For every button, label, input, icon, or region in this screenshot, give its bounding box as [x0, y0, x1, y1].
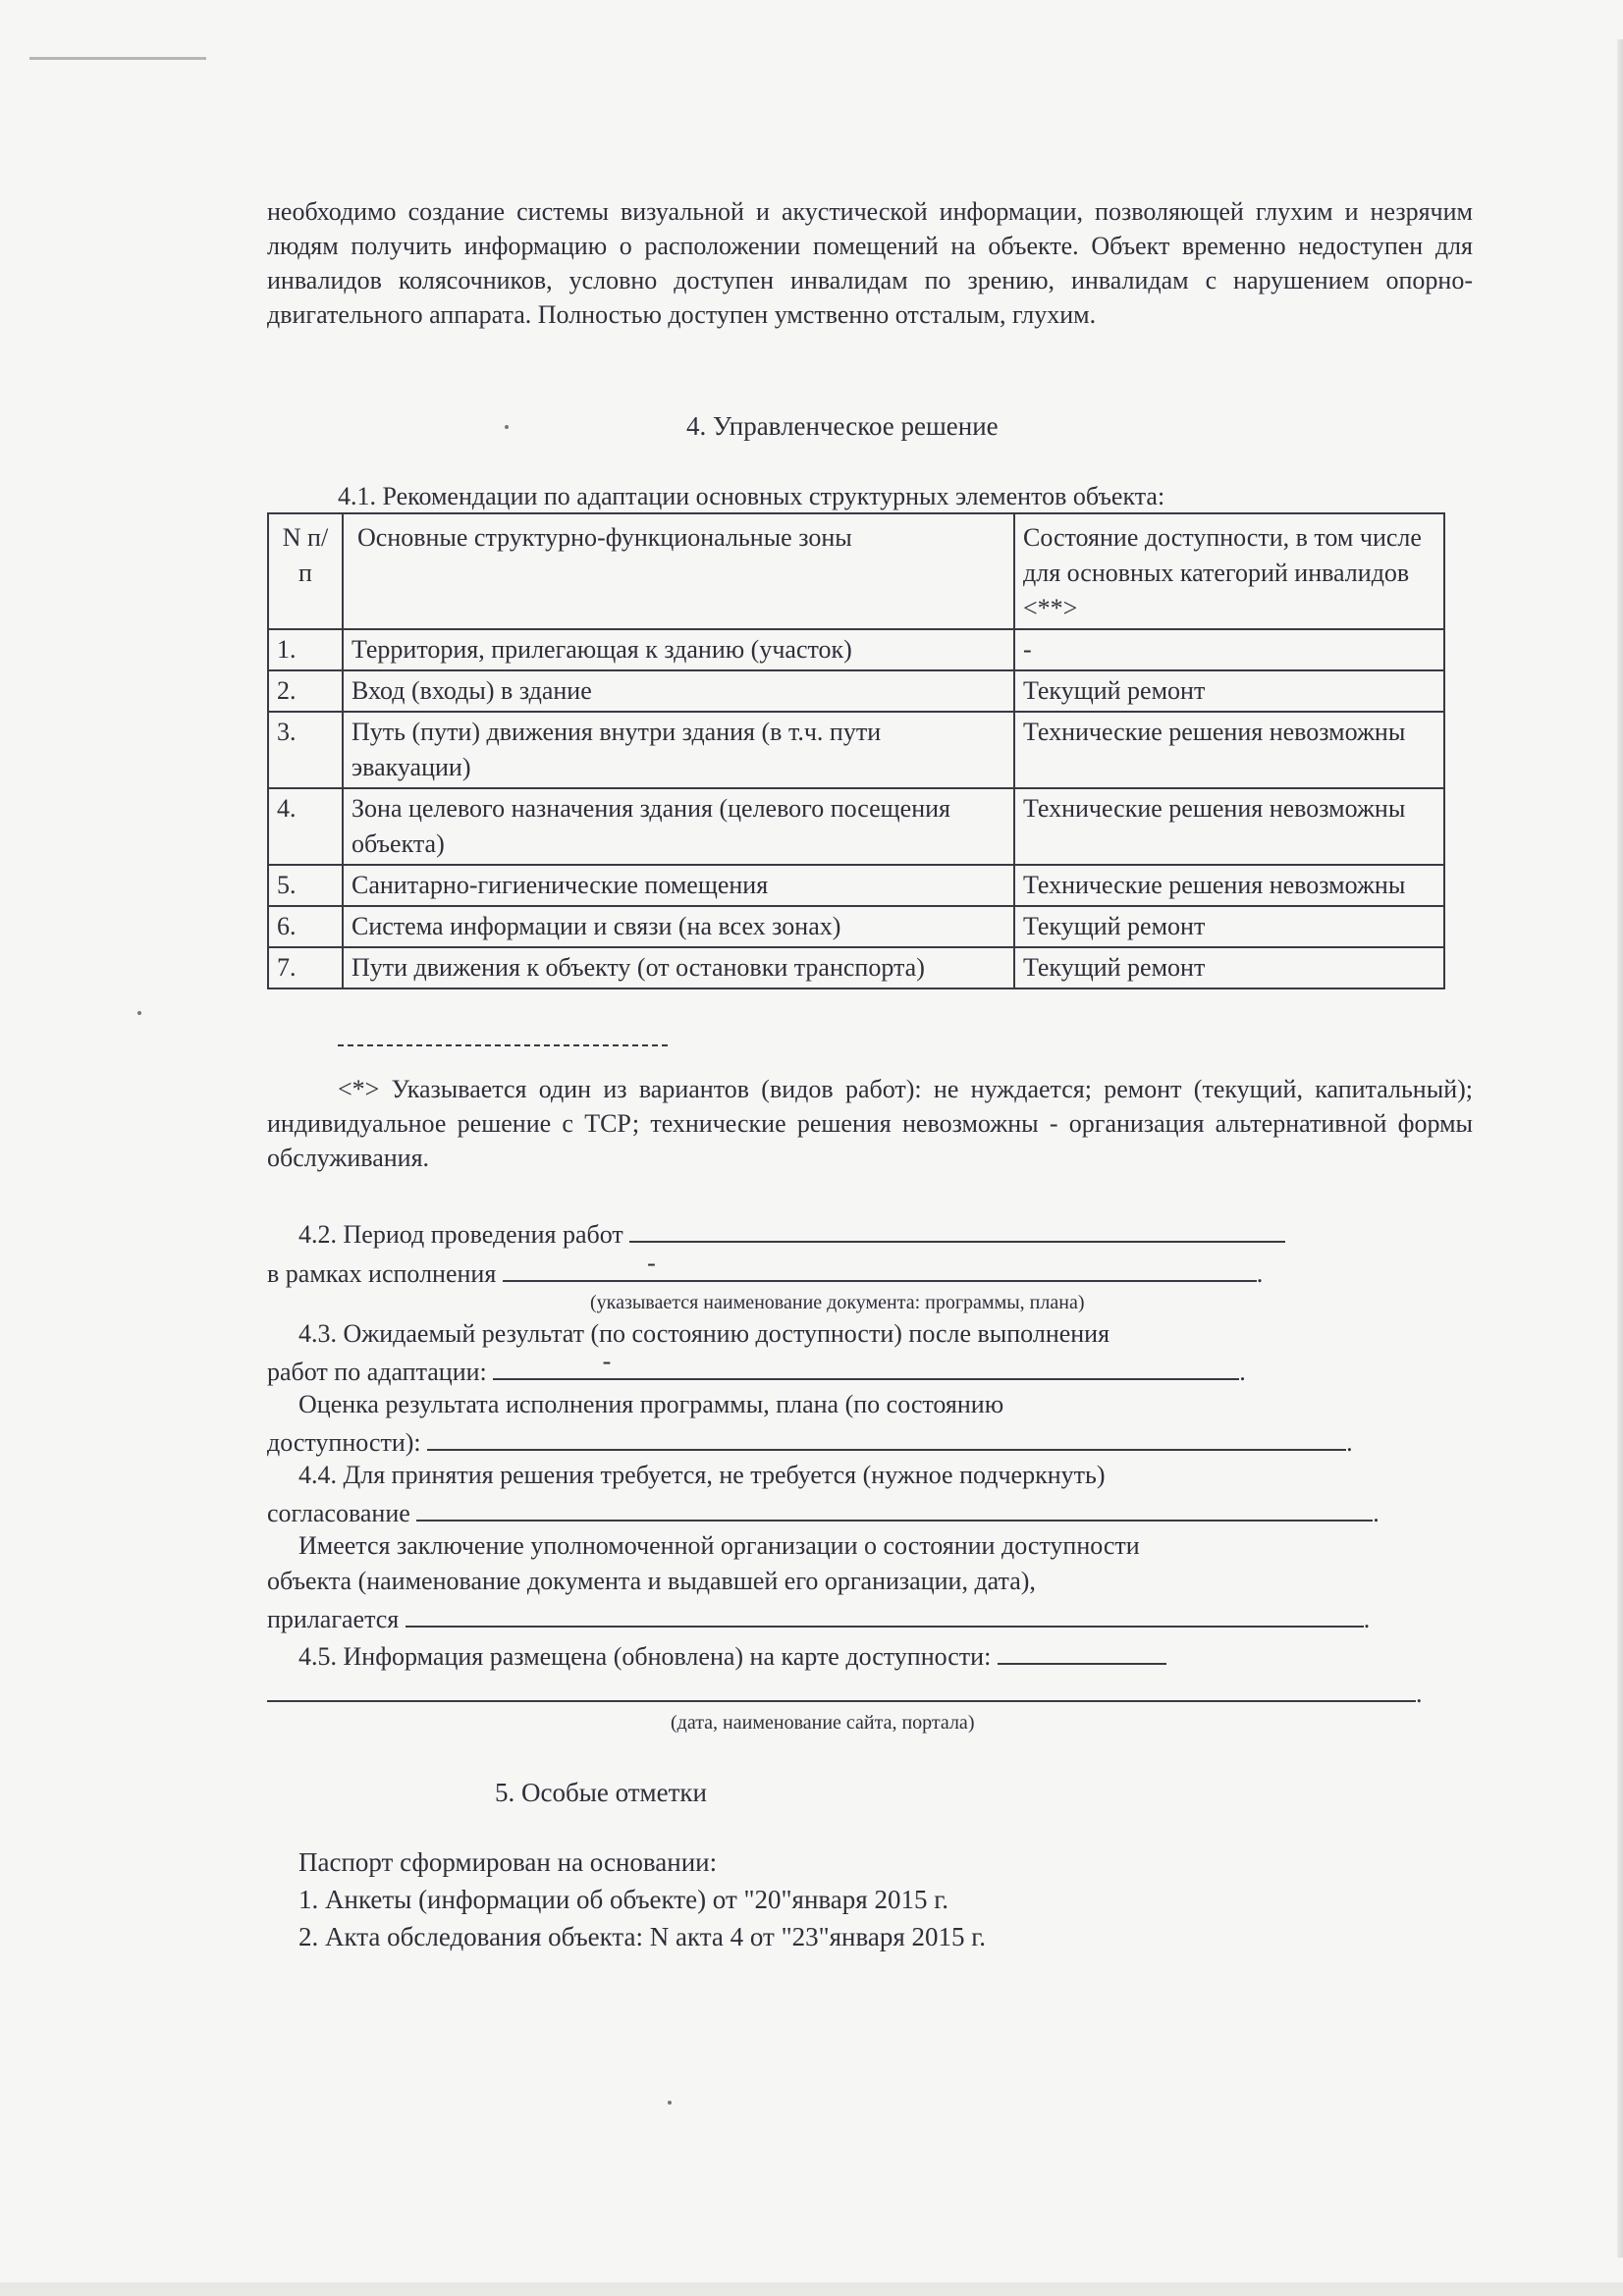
adaptation-blank — [493, 1347, 615, 1380]
period-mark: . — [1373, 1499, 1380, 1527]
document-hint: (указывается наименование документа: программы, плана) — [590, 1292, 1085, 1313]
row-zone: Вход (входы) в здание — [343, 670, 1014, 712]
scan-speck — [668, 2101, 672, 2105]
execution-blank — [503, 1249, 660, 1282]
table-row — [268, 629, 1444, 670]
table-row — [268, 712, 1444, 788]
table-row — [268, 906, 1444, 947]
intro-paragraph: необходимо создание системы визуальной и акустической информации, позволяющей глухим и незрячим людям получить информацию о расположении помещений на объекте. Объект временно недоступен для инвалидов колясочников, условно доступен инвалидам по зрению, инвалидам с нарушением опорно-двигательного аппарата. Полностью доступен умственно отсталым, глухим. — [267, 197, 1473, 329]
table-row — [268, 865, 1444, 906]
scan-speck — [137, 1011, 141, 1015]
site-blank — [267, 1675, 1416, 1702]
period-mark: . — [1363, 1605, 1371, 1633]
row-zone: Территория, прилегающая к зданию (участок) — [343, 629, 1014, 670]
period-mark: . — [1256, 1259, 1264, 1288]
row-number: 6. — [268, 906, 343, 947]
footnote: <*> Указывается один из вариантов (видов работ): не нуждается; ремонт (текущий, капитальный); индивидуальное решение с ТСР; технические решения невозможны - организация альтернативной формы обслуживания. — [267, 1075, 1473, 1172]
execution-dash: - — [647, 1249, 656, 1277]
map-info-blank — [998, 1637, 1166, 1665]
row-number: 7. — [268, 947, 343, 988]
section-4-3-line4 — [267, 1423, 1353, 1460]
row-zone: Пути движения к объекту (от остановки транспорта) — [343, 947, 1014, 988]
accessibility-label: доступности): — [267, 1428, 421, 1457]
section-4-3-line3: Оценка результата исполнения программы, плана (по состоянию — [298, 1390, 1004, 1418]
row-number: 3. — [268, 712, 343, 788]
section-4-4-line5 — [267, 1600, 1370, 1636]
row-number: 1. — [268, 629, 343, 670]
row-number: 5. — [268, 865, 343, 906]
scan-artifact-right — [1617, 39, 1623, 2258]
section-4-4-line3: Имеется заключение уполномоченной организации о состоянии доступности — [298, 1531, 1140, 1560]
passport-item-2: 2. Акта обследования объекта: N акта 4 от "23"января 2015 г. — [298, 1922, 987, 1951]
header-zone: Основные структурно-функциональные зоны — [343, 513, 1014, 629]
section-4-3-line1: 4.3. Ожидаемый результат (по состоянию доступности) после выполнения — [298, 1319, 1110, 1348]
row-state: Технические решения невозможны — [1014, 865, 1444, 906]
section-4-5-line1 — [298, 1637, 1166, 1674]
section-4-title: 4. Управленческое решение — [686, 411, 999, 441]
row-state: - — [1014, 629, 1444, 670]
attached-blank — [406, 1600, 1364, 1628]
table-row — [268, 947, 1444, 988]
approval-blank — [416, 1494, 1373, 1522]
table-row — [268, 788, 1444, 865]
section-5-title: 5. Особые отметки — [495, 1778, 707, 1807]
header-state: Состояние доступности, в том числе для основных категорий инвалидов <**> — [1014, 513, 1444, 629]
row-number: 2. — [268, 670, 343, 712]
header-number: N п/п — [268, 513, 343, 629]
site-hint: (дата, наименование сайта, портала) — [671, 1712, 975, 1734]
table-header-row — [268, 513, 1444, 629]
table-row — [268, 670, 1444, 712]
adaptation-label: работ по адаптации: — [267, 1358, 487, 1386]
attached-label: прилагается — [267, 1605, 400, 1633]
execution-blank-2 — [660, 1255, 1257, 1282]
row-state: Текущий ремонт — [1014, 906, 1444, 947]
period-mark: . — [1416, 1680, 1423, 1708]
section-4-4-line4: объекта (наименование документа и выдавшей его организации, дата), — [267, 1567, 1036, 1595]
adaptation-dash: - — [602, 1347, 612, 1375]
section-4-1-caption: 4.1. Рекомендации по адаптации основных структурных элементов объекта: — [338, 482, 1165, 510]
section-4-2-line1 — [298, 1215, 1285, 1252]
section-4-5-line2 — [267, 1675, 1423, 1711]
section-4-2-line2 — [267, 1249, 1264, 1291]
row-zone: Санитарно-гигиенические помещения — [343, 865, 1014, 906]
passport-intro: Паспорт сформирован на основании: — [298, 1847, 718, 1877]
passport-item-1: 1. Анкеты (информации об объекте) от "20"января 2015 г. — [298, 1885, 948, 1914]
row-state: Текущий ремонт — [1014, 947, 1444, 988]
row-zone: Зона целевого назначения здания (целевого посещения объекта) — [343, 788, 1014, 865]
scan-speck — [505, 425, 509, 429]
scan-artifact-top — [29, 57, 206, 60]
row-state: Технические решения невозможны — [1014, 712, 1444, 788]
adaptation-blank-2 — [615, 1353, 1239, 1380]
map-info-label: 4.5. Информация размещена (обновлена) на карте доступности: — [298, 1642, 992, 1671]
period-mark: . — [1239, 1358, 1246, 1386]
recommendations-table — [267, 512, 1445, 989]
section-4-4-line2 — [267, 1494, 1380, 1530]
approval-label: согласование — [267, 1499, 410, 1527]
row-zone: Путь (пути) движения внутри здания (в т.ч. пути эвакуации) — [343, 712, 1014, 788]
row-state: Технические решения невозможны — [1014, 788, 1444, 865]
period-label: 4.2. Период проведения работ — [298, 1220, 623, 1249]
scan-artifact-bottom — [0, 2282, 1623, 2296]
section-4-4-line1: 4.4. Для принятия решения требуется, не требуется (нужное подчеркнуть) — [298, 1461, 1106, 1489]
period-mark: . — [1346, 1428, 1353, 1457]
footnote-separator — [338, 1044, 668, 1046]
execution-label: в рамках исполнения — [267, 1259, 497, 1288]
section-4-3-line2 — [267, 1347, 1246, 1389]
row-state: Текущий ремонт — [1014, 670, 1444, 712]
row-zone: Система информации и связи (на всех зонах) — [343, 906, 1014, 947]
period-blank — [629, 1215, 1285, 1243]
accessibility-blank — [427, 1423, 1346, 1451]
row-number: 4. — [268, 788, 343, 865]
